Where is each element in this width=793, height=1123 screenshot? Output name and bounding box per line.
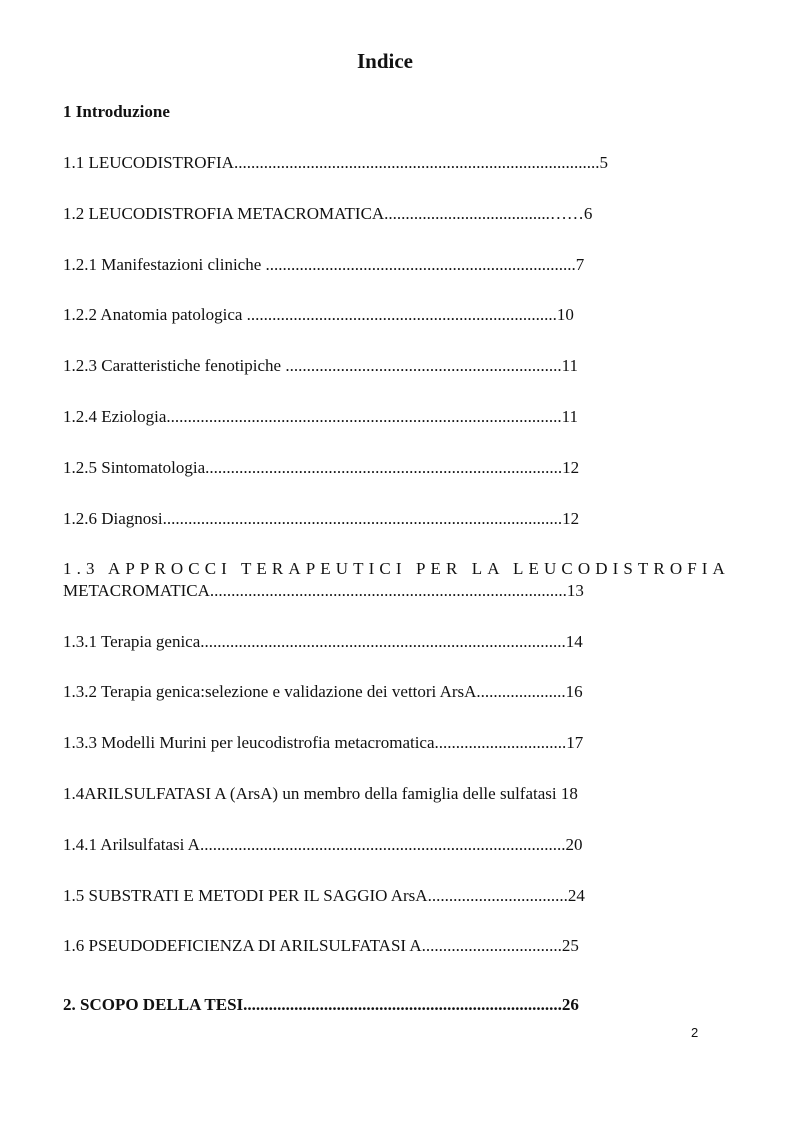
toc-entry: 1.1 LEUCODISTROFIA......................................................................................5: [63, 153, 608, 172]
toc-entry: 1.4.1 Arilsulfatasi A......................................................................................20: [63, 835, 583, 854]
toc-entry-spaced-heading: 1.3 APPROCCI TERAPEUTICI PER LA LEUCODISTROFIA: [63, 559, 730, 578]
toc-entry: 1.6 PSEUDODEFICIENZA DI ARILSULFATASI A.................................25: [63, 936, 579, 955]
toc-entry: 1.5 SUBSTRATI E METODI PER IL SAGGIO ArsA.................................24: [63, 886, 585, 905]
section-heading: 1 Introduzione: [63, 102, 170, 121]
toc-entry: 1.2 LEUCODISTROFIA METACROMATICA.......................................……6: [63, 204, 593, 223]
toc-entry: 1.2.4 Eziologia.............................................................................................11: [63, 407, 579, 426]
toc-entry: 1.3.2 Terapia genica:selezione e validazione dei vettori ArsA.....................16: [63, 682, 583, 701]
toc-entry: 1.2.2 Anatomia patologica .........................................................................10: [63, 305, 574, 324]
page-title: Indice: [356, 49, 413, 73]
toc-entry: 1.2.1 Manifestazioni cliniche .........................................................................7: [63, 255, 585, 274]
toc-entry: 1.2.3 Caratteristiche fenotipiche .................................................................11: [63, 356, 578, 375]
toc-entry: 1.3.3 Modelli Murini per leucodistrofia metacromatica...............................17: [63, 733, 584, 752]
toc-entry: 1.3.1 Terapia genica......................................................................................14: [63, 632, 583, 651]
toc-entry: 1.2.6 Diagnosi..............................................................................................12: [63, 509, 580, 528]
toc-entry: 1.4ARILSULFATASI A (ArsA) un membro della famiglia delle sulfatasi 18: [63, 784, 578, 803]
toc-entry-final: 2. SCOPO DELLA TESI...........................................................................26: [63, 995, 579, 1014]
page-number: 2: [691, 1025, 699, 1040]
toc-entry: METACROMATICA....................................................................................13: [63, 581, 584, 600]
toc-entry: 1.2.5 Sintomatologia....................................................................................12: [63, 458, 580, 477]
